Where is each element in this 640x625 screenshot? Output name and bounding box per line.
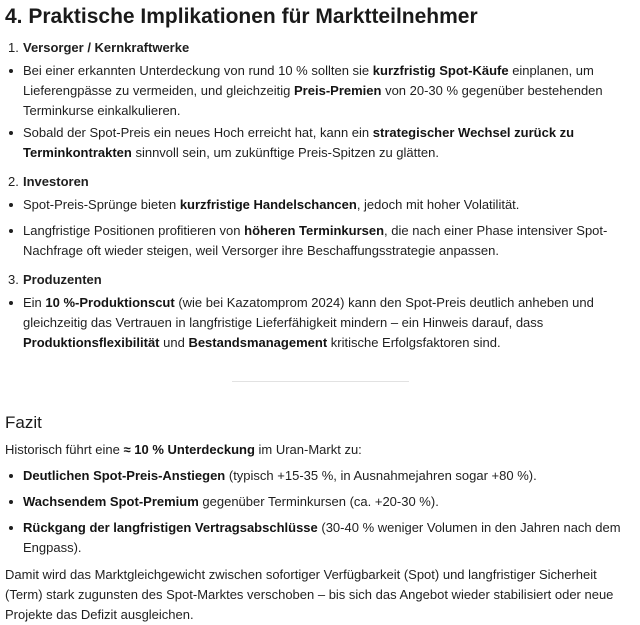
text-run: Ein	[23, 295, 46, 310]
text-run: gegenüber Terminkursen (ca. +20-30 %).	[198, 494, 439, 509]
text-run: Sobald der Spot-Preis ein neues Hoch erreicht hat, kann ein	[23, 125, 373, 140]
list-item	[9, 123, 634, 163]
list-item	[9, 492, 634, 512]
list-item-text	[23, 197, 519, 212]
text-run: (wie bei Kazatomprom 2024) kann den Spot-Preis deutlich anheben und gleichzeitig das Vertrauen in langfristige Lieferfähigkeit mindern – ein Hinweis darauf, dass	[23, 295, 594, 330]
list-item-text	[23, 223, 607, 258]
bullet-dot	[9, 229, 13, 233]
bold-text: Rückgang der langfristigen Vertragsabschlüsse	[23, 520, 318, 535]
section-1-title-text: Versorger / Kernkraftwerke	[23, 40, 190, 55]
bullet-dot	[9, 301, 13, 305]
bold-text: Deutlichen Spot-Preis-Anstiegen	[23, 468, 226, 483]
section-2-number: 2.	[8, 174, 19, 189]
bullet-dot	[9, 69, 13, 73]
list-item-text	[23, 468, 537, 483]
list-item-text	[23, 520, 621, 555]
bold-text: ≈ 10 % Unterdeckung	[123, 442, 255, 457]
bullet-dot	[9, 203, 13, 207]
text-run: im Uran-Markt zu:	[254, 442, 362, 457]
text-run: , jedoch mit hoher Volatilität.	[356, 197, 520, 212]
list-item	[9, 466, 634, 486]
list-item	[9, 518, 634, 558]
text-run: (typisch +15-35 %, in Ausnahmejahren sogar +80 %).	[225, 468, 537, 483]
bullet-dot	[9, 526, 13, 530]
section-1-number: 1.	[8, 40, 19, 55]
bullet-dot	[9, 500, 13, 504]
list-item-text	[23, 494, 439, 509]
text-run: (30-40 % weniger Volumen in den Jahren nach dem Engpass).	[23, 520, 621, 555]
fazit-conclusion: Damit wird das Marktgleichgewicht zwischen sofortiger Verfügbarkeit (Spot) und langfristiger Sicherheit (Term) stark zugunsten des Spot-Marktes verschoben – bis sich das Angebot wieder stabilisiert oder neue Projekte das Defizit ausgleichen.	[5, 567, 614, 622]
text-run: kritische Erfolgsfaktoren sind.	[327, 335, 501, 350]
text-run: Historisch führt eine	[5, 442, 124, 457]
bold-text: Preis-Premien	[294, 83, 382, 98]
section-2-title-text: Investoren	[23, 174, 89, 189]
section-heading: 4. Praktische Implikationen für Marktteilnehmer	[5, 5, 478, 28]
bullet-dot	[9, 131, 13, 135]
text-run: sinnvoll sein, um zukünftige Preis-Spitzen zu glätten.	[131, 145, 439, 160]
list-item	[9, 195, 634, 215]
list-item	[9, 61, 634, 121]
fazit-heading: Fazit	[5, 413, 42, 432]
bold-text: Wachsendem Spot-Premium	[23, 494, 199, 509]
bold-text: strategischer Wechsel zurück zu Terminkontrakten	[23, 125, 575, 160]
text-run: von 20-30 % gegenüber bestehenden Terminkurse einkalkulieren.	[23, 83, 603, 118]
text-run: einplanen, um Lieferengpässe zu vermeiden, und gleichzeitig	[23, 63, 594, 98]
section-3-title	[8, 270, 102, 290]
section-3-title-text: Produzenten	[23, 272, 102, 287]
bold-text: kurzfristige Handelschancen	[179, 197, 357, 212]
section-2-title	[8, 172, 89, 192]
text-run: und	[159, 335, 189, 350]
text-run: Bei einer erkannten Unterdeckung von rund 10 % sollten sie	[23, 63, 373, 78]
list-item-text	[23, 63, 603, 118]
text-run: Spot-Preis-Sprünge bieten	[23, 197, 180, 212]
list-item	[9, 293, 634, 353]
fazit-intro	[5, 440, 634, 460]
list-item-text	[23, 295, 594, 350]
bullet-dot	[9, 474, 13, 478]
bold-text: höheren Terminkursen	[244, 223, 385, 238]
section-divider	[232, 381, 409, 382]
section-3-number: 3.	[8, 272, 19, 287]
section-1-title	[8, 38, 189, 58]
text-run: , die nach einer Phase intensiver Spot-Nachfrage oft wieder steigen, weil Versorger ihre Beschaffungsstrategie anpassen.	[23, 223, 608, 258]
bold-text: Bestandsmanagement	[188, 335, 328, 350]
bold-text: Produktionsflexibilität	[23, 335, 160, 350]
bold-text: kurzfristig Spot-Käufe	[372, 63, 509, 78]
list-item	[9, 221, 634, 261]
bold-text: 10 %-Produktionscut	[45, 295, 175, 310]
fazit-intro-text	[5, 442, 362, 457]
text-run: Langfristige Positionen profitieren von	[23, 223, 245, 238]
list-item-text	[23, 125, 574, 160]
